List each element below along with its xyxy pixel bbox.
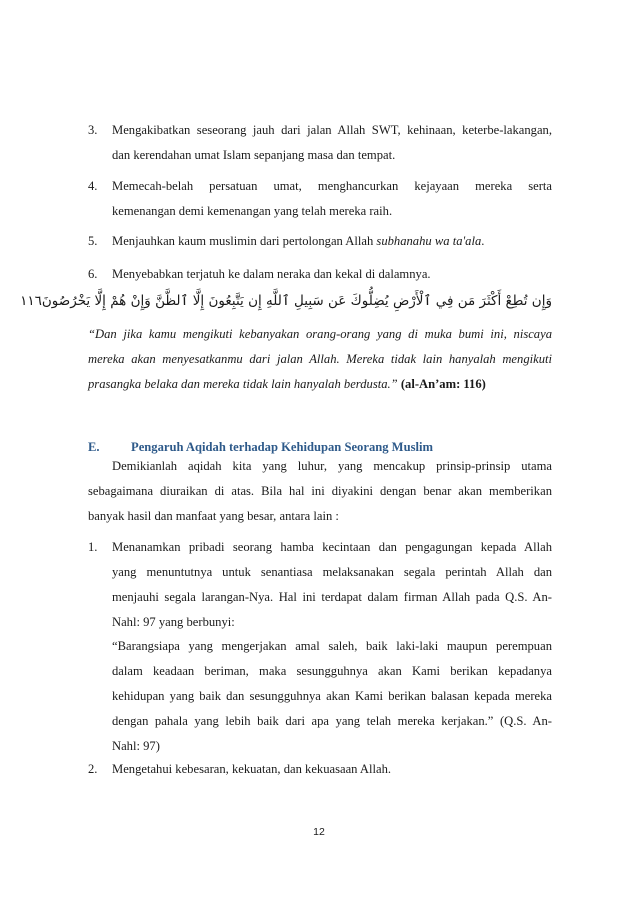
translation-line: prasangka belaka dan mereka tidak lain hanyalah berdusta.” bbox=[88, 377, 398, 391]
list-text: Mengetahui kebesaran, kekuatan, dan kekuasaan Allah. bbox=[112, 762, 392, 776]
list-text-line: Nahl: 97 yang berbunyi: bbox=[112, 615, 235, 629]
quote-block bbox=[112, 634, 552, 759]
list-text-after: . bbox=[481, 234, 485, 248]
quote-line: dengan pahala yang lebih baik dari apa yang telah mereka kerjakan.” (Q.S. An- bbox=[112, 714, 552, 728]
intro-paragraph bbox=[88, 454, 552, 529]
translation-line: “Dan jika kamu mengikuti kebanyakan orang-orang yang di muka bumi ini, niscaya bbox=[88, 327, 552, 341]
quote-line: kehidupan yang baik dan sesungguhnya akan Kami berikan balasan kepada mereka bbox=[112, 689, 552, 703]
section-letter: E. bbox=[88, 440, 100, 454]
list-text: Menjauhkan kaum muslimin dari pertolongan Allah bbox=[112, 234, 377, 248]
list-text-line: menjauhi segala larangan-Nya. Hal ini terdapat dalam firman Allah pada Q.S. An- bbox=[112, 590, 552, 604]
translation-line: mereka akan menyesatkanmu dari jalan Allah. Mereka tidak lain hanyalah mengikuti bbox=[88, 352, 552, 366]
verse-translation bbox=[88, 322, 552, 397]
section-title: Pengaruh Aqidah terhadap Kehidupan Seorang Muslim bbox=[131, 440, 433, 454]
list-number: 1. bbox=[88, 540, 98, 554]
list-item bbox=[88, 757, 552, 782]
paragraph-line: Demikianlah aqidah kita yang luhur, yang mencakup prinsip-prinsip utama bbox=[112, 459, 552, 473]
paragraph-line: sebagaimana diuraikan di atas. Bila hal ini diyakini dengan benar akan memberikan bbox=[88, 484, 552, 498]
quote-line: “Barangsiapa yang mengerjakan amal saleh, baik laki-laki maupun perempuan bbox=[112, 639, 552, 653]
list-text-line: yang menuntutnya untuk senantiasa melaksanakan segala perintah Allah dan bbox=[112, 565, 552, 579]
list-text-line: kemenangan demi kemenangan yang telah mereka raih. bbox=[112, 204, 393, 218]
list-number: 3. bbox=[88, 123, 98, 137]
list-text-line: Menanamkan pribadi seorang hamba kecintaan dan pengagungan kepada Allah bbox=[112, 540, 552, 554]
list-item bbox=[88, 174, 552, 224]
list-text-line: Memecah-belah persatuan umat, menghancurkan kejayaan mereka serta bbox=[112, 179, 552, 193]
list-item bbox=[88, 262, 552, 287]
list-item bbox=[88, 118, 552, 168]
list-item bbox=[88, 535, 552, 635]
list-number: 2. bbox=[88, 762, 98, 776]
paragraph-line: banyak hasil dan manfaat yang besar, antara lain : bbox=[88, 509, 339, 523]
list-text-line: Mengakibatkan seseorang jauh dari jalan Allah SWT, kehinaan, keterbe-lakangan, bbox=[112, 123, 552, 137]
arabic-verse: وَإِن تُطِعْ أَكْثَرَ مَن فِي ٱلْأَرْضِ يُضِلُّوكَ عَن سَبِيلِ ٱللَّهِ إِن يَتَّبِعُونَ إِلَّا ٱلظَّنَّ وَإِنْ هُمْ إِلَّا يَخْرُصُونَ١١٦ bbox=[20, 293, 552, 309]
list-number: 5. bbox=[88, 234, 98, 248]
list-text-italic: subhanahu wa ta'ala bbox=[376, 234, 482, 248]
quote-line: dalam keadaan beriman, maka sesungguhnya akan Kami berikan kepadanya bbox=[112, 664, 552, 678]
list-text-line: dan kerendahan umat Islam sepanjang masa dan tempat. bbox=[112, 148, 396, 162]
list-number: 4. bbox=[88, 179, 98, 193]
verse-reference: (al-An’am: 116) bbox=[400, 377, 486, 391]
list-text: Menyebabkan terjatuh ke dalam neraka dan kekal di dalamnya. bbox=[112, 267, 431, 281]
list-item bbox=[88, 229, 552, 254]
page-number: 12 bbox=[313, 826, 325, 838]
list-number: 6. bbox=[88, 267, 98, 281]
quote-line: Nahl: 97) bbox=[112, 739, 160, 753]
